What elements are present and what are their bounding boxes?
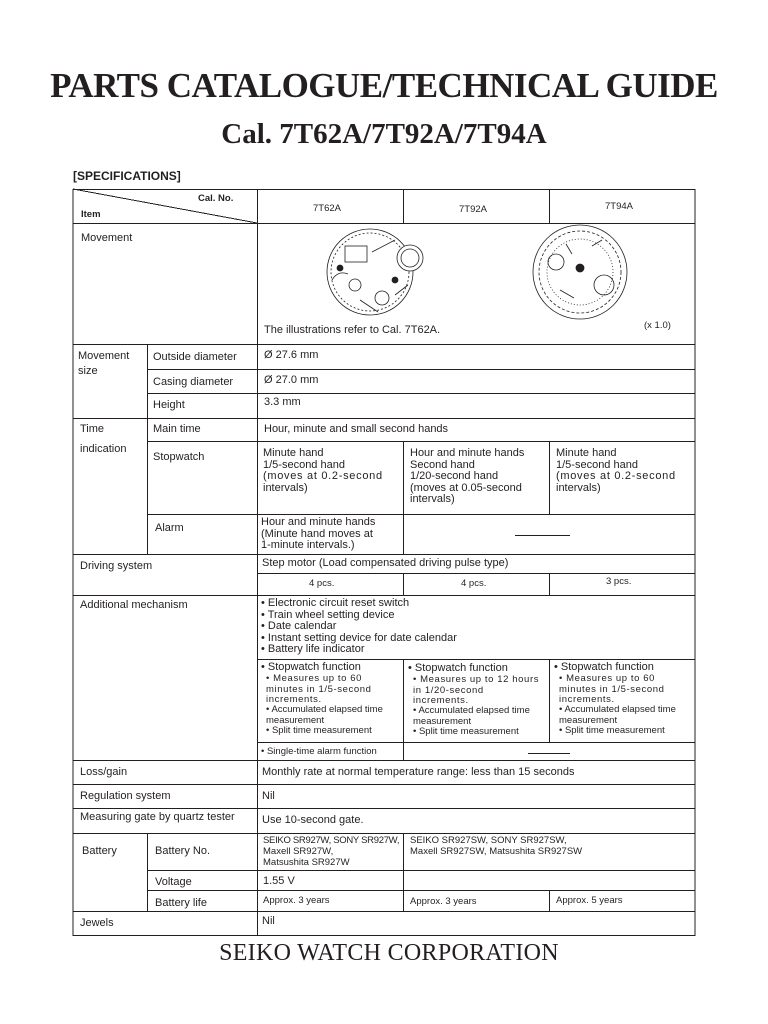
alarm-7t62a-line: 1-minute intervals.) bbox=[261, 539, 355, 551]
additional-mechanism-label: Additional mechanism bbox=[80, 599, 188, 611]
driving-system-value: Step motor (Load compensated driving pulse type) bbox=[262, 557, 509, 569]
stopwatch-function-7t94a: • Stopwatch function bbox=[554, 661, 654, 673]
battery-label: Battery bbox=[82, 845, 117, 857]
feature-7t94a-measure: • Measures up to 60 minutes in 1/5-second increments. bbox=[559, 673, 665, 705]
jewels-label: Jewels bbox=[80, 917, 114, 929]
feature-7t62a-split: • Split time measurement bbox=[266, 725, 372, 736]
illustration-note: The illustrations refer to Cal. 7T62A. bbox=[264, 324, 441, 336]
illustration-scale: (x 1.0) bbox=[644, 320, 671, 331]
common-feature: • Train wheel setting device bbox=[261, 608, 395, 621]
battery-life-7t62a: Approx. 3 years bbox=[263, 895, 330, 906]
caliber-subtitle: Cal. 7T62A/7T92A/7T94A bbox=[221, 118, 547, 150]
voltage-label: Voltage bbox=[155, 876, 192, 888]
stopwatch-function-7t62a: • Stopwatch function bbox=[261, 661, 361, 673]
stopwatch-label: Stopwatch bbox=[153, 451, 205, 463]
coil-count-7t94a: 3 pcs. bbox=[606, 576, 632, 587]
battery-no-label: Battery No. bbox=[155, 845, 211, 857]
feature-7t62a-accumulated: • Accumulated elapsed time measurement bbox=[266, 704, 383, 726]
caliber-7t62a: 7T62A bbox=[313, 203, 341, 214]
caliber-7t94a: 7T94A bbox=[605, 201, 633, 212]
feature-7t92a-split: • Split time measurement bbox=[413, 726, 519, 737]
stopwatch-7t62a-line: Minute hand bbox=[263, 447, 324, 459]
common-feature: • Instant setting device for date calendar bbox=[261, 631, 457, 644]
stopwatch-7t94a-line: (moves at 0.2-second bbox=[556, 470, 676, 482]
stopwatch-function-7t92a: • Stopwatch function bbox=[408, 662, 508, 674]
movement-7t94a-illustration bbox=[533, 225, 627, 319]
alarm-7t62a-line: Hour and minute hands bbox=[261, 516, 376, 528]
stopwatch-7t92a-line: Second hand bbox=[410, 458, 475, 471]
battery-life-7t92a: Approx. 3 years bbox=[410, 896, 477, 907]
voltage-value: 1.55 V bbox=[263, 875, 295, 887]
outside-diameter-value: Ø 27.6 mm bbox=[264, 349, 319, 361]
regulation-system-label: Regulation system bbox=[80, 790, 171, 802]
coil-count-7t62a: 4 pcs. bbox=[309, 578, 335, 589]
time-indication-label: Time bbox=[80, 423, 105, 435]
alarm-function-7t62a: • Single-time alarm function bbox=[261, 746, 377, 757]
page-title: PARTS CATALOGUE/TECHNICAL GUIDE bbox=[50, 66, 718, 105]
company-footer: SEIKO WATCH CORPORATION bbox=[219, 940, 559, 966]
measuring-gate-value: Use 10-second gate. bbox=[262, 814, 364, 826]
stopwatch-7t62a-line: 1/5-second hand bbox=[263, 458, 345, 471]
feature-7t92a-measure: • Measures up to 12 hours in 1/20-second increments. bbox=[413, 674, 540, 706]
common-feature: • Battery life indicator bbox=[261, 643, 365, 655]
main-time-label: Main time bbox=[153, 423, 201, 435]
stopwatch-7t94a-line: 1/5-second hand bbox=[556, 458, 638, 471]
outside-diameter-label: Outside diameter bbox=[153, 351, 237, 363]
common-feature: • Electronic circuit reset switch bbox=[261, 597, 410, 609]
movement-label: Movement bbox=[81, 232, 133, 244]
time-indication-label-2: indication bbox=[80, 443, 127, 455]
corner-cal-no: Cal. No. bbox=[198, 193, 234, 204]
stopwatch-7t92a-line: intervals) bbox=[410, 493, 455, 505]
feature-7t62a-measure: • Measures up to 60 minutes in 1/5-second increments. bbox=[266, 673, 372, 705]
stopwatch-7t92a-line: Hour and minute hands bbox=[410, 447, 525, 459]
loss-gain-value: Monthly rate at normal temperature range: less than 15 seconds bbox=[262, 766, 575, 778]
feature-7t94a-accumulated: • Accumulated elapsed time measurement bbox=[559, 704, 676, 726]
corner-item: Item bbox=[81, 209, 101, 220]
battery-no-7t62a-line: Maxell SR927W, bbox=[263, 846, 334, 857]
casing-diameter-value: Ø 27.0 mm bbox=[264, 374, 319, 386]
jewels-value: Nil bbox=[262, 915, 275, 927]
casing-diameter-label: Casing diameter bbox=[153, 376, 234, 388]
coil-count-7t92a: 4 pcs. bbox=[461, 578, 487, 589]
movement-size-label-2: size bbox=[78, 365, 98, 377]
common-feature: • Date calendar bbox=[261, 620, 337, 632]
battery-no-7t62a-line: Matsushita SR927W bbox=[263, 857, 350, 868]
regulation-system-value: Nil bbox=[262, 790, 275, 802]
caliber-7t92a: 7T92A bbox=[459, 204, 487, 215]
movement-size-label: Movement bbox=[78, 350, 130, 362]
battery-no-7t92a-7t94a-line: SEIKO SR927SW, SONY SR927SW, bbox=[410, 835, 567, 846]
movement-7t62a-illustration bbox=[327, 229, 423, 315]
height-label: Height bbox=[153, 399, 185, 411]
stopwatch-7t92a-line: 1/20-second hand bbox=[410, 470, 499, 482]
battery-life-label: Battery life bbox=[155, 897, 207, 909]
loss-gain-label: Loss/gain bbox=[80, 766, 128, 778]
stopwatch-7t92a-line: (moves at 0.05-second bbox=[410, 481, 522, 494]
feature-7t92a-accumulated: • Accumulated elapsed time measurement bbox=[413, 705, 530, 727]
stopwatch-7t62a-line: intervals) bbox=[263, 481, 308, 494]
alarm-label: Alarm bbox=[155, 522, 184, 534]
stopwatch-7t94a-line: intervals) bbox=[556, 481, 601, 494]
stopwatch-7t62a-line: (moves at 0.2-second bbox=[263, 470, 383, 482]
driving-system-label: Driving system bbox=[80, 560, 153, 572]
battery-life-7t94a: Approx. 5 years bbox=[556, 895, 623, 906]
battery-no-7t62a-line: SEIKO SR927W, SONY SR927W, bbox=[263, 835, 400, 846]
section-heading: [SPECIFICATIONS] bbox=[73, 169, 181, 183]
height-value: 3.3 mm bbox=[264, 396, 301, 408]
stopwatch-7t94a-line: Minute hand bbox=[556, 447, 617, 459]
measuring-gate-label: Measuring gate by quartz tester bbox=[80, 811, 235, 823]
feature-7t94a-split: • Split time measurement bbox=[559, 725, 665, 736]
alarm-7t62a-line: (Minute hand moves at bbox=[261, 527, 373, 540]
battery-no-7t92a-7t94a-line: Maxell SR927SW, Matsushita SR927SW bbox=[410, 846, 583, 857]
main-time-value: Hour, minute and small second hands bbox=[264, 423, 449, 435]
